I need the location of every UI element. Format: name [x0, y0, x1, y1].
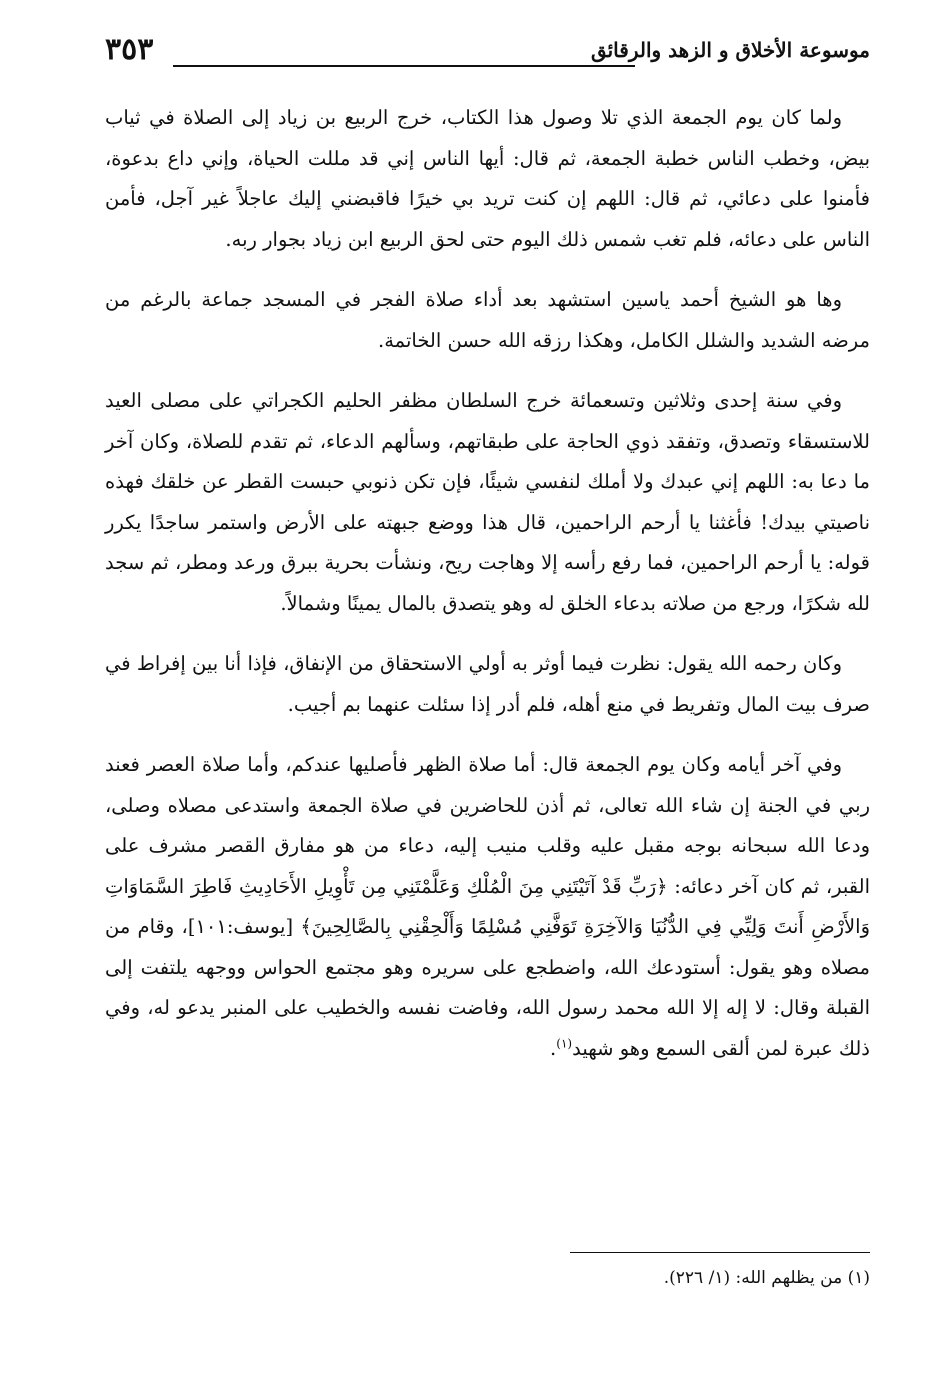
paragraph-1: ولما كان يوم الجمعة الذي تلا وصول هذا الكتاب، خرج الربيع بن زياد إلى الصلاة في ثياب بيض، وخطب الناس خطبة الجمعة، ثم قال: أيها الناس إني قد مللت الحياة، وإني داع بدعوة، فأمنوا على دعائي، ثم قال: اللهم إن كنت تريد بي خيرًا فاقبضني إليك عاجلاً غير آجل، فأمن الناس على دعائه، فلم تغب شمس ذلك اليوم حتى لحق الربيع ابن زياد بجوار ربه. — [105, 106, 870, 251]
footnote: (١) من يظلهم الله: (١/ ٢٢٦). — [663, 1268, 870, 1288]
paragraph-2: وها هو الشيخ أحمد ياسين استشهد بعد أداء صلاة الفجر في المسجد جماعة بالرغم من مرضه الشديد والشلل الكامل، وهكذا رزقه الله حسن الخاتمة. — [105, 288, 870, 352]
footnote-separator — [570, 1252, 870, 1253]
page-number: ٣٥٣ — [105, 32, 154, 67]
footnote-marker: (١) — [556, 1036, 573, 1050]
quran-verse: ﴿رَبِّ قَدْ آتَيْتَنِي مِنَ الْمُلْكِ وَعَلَّمْتَنِي مِن تَأْوِيلِ الأَحَادِيثِ فَاطِرَ السَّمَاوَاتِ وَالأَرْضِ أَنتَ وَلِيِّي فِي الدُّنُيَا وَالآخِرَةِ تَوَفَّنِي مُسْلِمًا وَأَلْحِقْنِي بِالصَّالِحِينَ﴾ — [105, 874, 871, 938]
paragraph-5-rest: [يوسف:١٠١]، وقام من مصلاه وهو يقول: أستودعك الله، واضطجع على سريره وهو مجتمع الحواس ووجهه يلتفت إلى القبلة وقال: لا إله إلا الله محمد رسول الله، وفاضت نفسه والخطيب على المنبر يدعو له، وفي ذلك عبرة لمن ألقى السمع وهو شهيد — [105, 915, 870, 1060]
paragraph-5-end: . — [550, 1036, 557, 1060]
main-text — [105, 98, 870, 1089]
running-header — [105, 32, 870, 78]
paragraph-5 — [105, 745, 870, 1069]
paragraph-4: وكان رحمه الله يقول: نظرت فيما أوثر به أولي الاستحقاق من الإنفاق، فإذا أنا بين إفراط في صرف بيت المال وتفريط في منع أهله، فلم أدر إذا سئلت عنهما بم أجيب. — [105, 652, 870, 716]
header-rule — [173, 65, 635, 67]
paragraph-5-intro: وفي آخر أيامه وكان يوم الجمعة قال: أما صلاة الظهر فأصليها عندكم، وأما صلاة العصر فعند ربي في الجنة إن شاء الله تعالى، ثم أذن للحاضرين في صلاة الجمعة واستدعى مصلاه وصلى، ودعا الله سبحانه بوجه مقبل عليه وقلب منيب إليه، دعاء من هو مفارق القصر مشرف على القبر، ثم كان آخر دعائه: — [105, 753, 870, 898]
paragraph-3: وفي سنة إحدى وثلاثين وتسعمائة خرج السلطان مظفر الحليم الكجراتي على مصلى العيد للاستسقاء وتصدق، وتفقد ذوي الحاجة على طبقاتهم، وسألهم الدعاء، ثم تقدم للصلاة، وكان آخر ما دعا به: اللهم إني عبدك ولا أملك لنفسي شيئًا، فإن تكن ذنوبي حبست القطر عن خلقك فهذه ناصيتي بيدك! فأغثنا يا أرحم الراحمين، قال هذا ووضع جبهته على الأرض واستمر ساجدًا يكرر قوله: يا أرحم الراحمين، فما رفع رأسه إلا وهاجت ريح، ونشأت بحرية ببرق ورعد ومطر، ثم سجد لله شكرًا، ورجع من صلاته بدعاء الخلق له وهو يتصدق بالمال يمينًا وشمالاً. — [105, 389, 870, 615]
book-title: موسوعة الأخلاق و الزهد والرقائق — [590, 38, 870, 62]
